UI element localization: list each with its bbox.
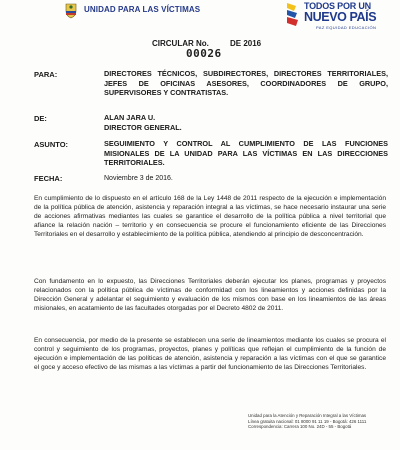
unidad-victimas-logo — [64, 2, 201, 20]
asunto-value: SEGUIMIENTO Y CONTROL AL CUMPLIMIENTO DE LAS FUNCIONES MISIONALES DE LA UNIDAD PARA LAS VÍCTIMAS EN LAS DIRECCIONES TERRITORIALES. — [104, 139, 388, 168]
footer-line-2: Línea gratuita nacional: 01 8000 91 11 19 - Bogotá: 426 1111 — [248, 418, 367, 424]
de-title: DIRECTOR GENERAL. — [104, 123, 182, 132]
de-name: ALAN JARA U. — [104, 113, 156, 122]
para-recipients: DIRECTORES TÉCNICOS, SUBDIRECTORES, DIRECTORES TERRITORIALES, JEFES DE OFICINAS ASESORES, COORDINADORES DE GRUPO, SUPERVISORES Y CONTRATISTAS. — [104, 69, 388, 98]
letterhead — [0, 0, 400, 40]
para-label: PARA: — [34, 70, 58, 79]
logo-line-2: NUEVO PAÍS — [304, 10, 377, 24]
circular-label: CIRCULAR No. — [152, 39, 209, 48]
logo-line-1: TODOS POR UN — [304, 1, 371, 11]
body-paragraph-3: En consecuencia, por medio de la presente se establecen una serie de lineamientos mediante los cuales se procura el control y seguimiento de los programas, proyectos, planes y políticas que reflejan el cumplimiento de la función de ejecución e implementación de las políticas de atención, asistencia y reparación a las víctimas con el que se garantice el goce y acceso efectivo de las mismas a las víctimas a partir del funcionamiento de las Direcciones Territoriales. — [34, 337, 386, 371]
todos-por-un-nuevo-pais-logo — [286, 0, 398, 38]
flag-mark-icon — [286, 2, 300, 28]
fecha-value: Noviembre 3 de 2016. — [104, 175, 173, 182]
footer-line-1: Unidad para la Atención y Reparación Integral a las Víctimas — [248, 413, 367, 418]
unidad-victimas-logo-text: UNIDAD PARA LAS VÍCTIMAS — [84, 5, 201, 14]
fecha-label: FECHA: — [34, 174, 63, 183]
footer-line-3: Correspondencia: Carrera 100 No. 24D - 55 - Bogotá — [248, 424, 352, 430]
de-label: DE: — [34, 114, 47, 123]
colombia-crest-icon — [64, 2, 78, 19]
asunto-label: ASUNTO: — [34, 140, 69, 149]
footer-contact — [248, 413, 400, 430]
circular-year: DE 2016 — [230, 39, 262, 48]
circular-number: 00026 — [186, 47, 222, 60]
body-paragraph-1: En cumplimiento de lo dispuesto en el artículo 168 de la Ley 1448 de 2011 respecto de la ejecución e implementación de la política pública de atención, asistencia y reparación integral a las víctimas, se hace necesario instaurar una serie de acciones afirmativas mediantes las cuales se garantice el desarrollo de la política pública a nivel territorial que afiance la relación nación – territorio y en consecuencia se procure el funcionamiento eficiente de las Direcciones Territoriales en el desarrollo y establecimiento de la política pública, atendiendo al principio de desconcentración. — [34, 195, 386, 238]
body-paragraph-2: Con fundamento en lo expuesto, las Direcciones Territoriales deberán ejecutar los planes, programas y proyectos relacionados con la política pública de víctimas de conformidad con los lineamientos y acciones definidas por la Dirección General y adelantar el seguimiento y evaluación de los mismos con base en los lineamientos de las áreas misionales, en acatamiento de las facultades otorgadas por el Decreto 4802 de 2011. — [34, 278, 386, 312]
logo-tagline: PAZ EQUIDAD EDUCACIÓN — [316, 25, 377, 30]
